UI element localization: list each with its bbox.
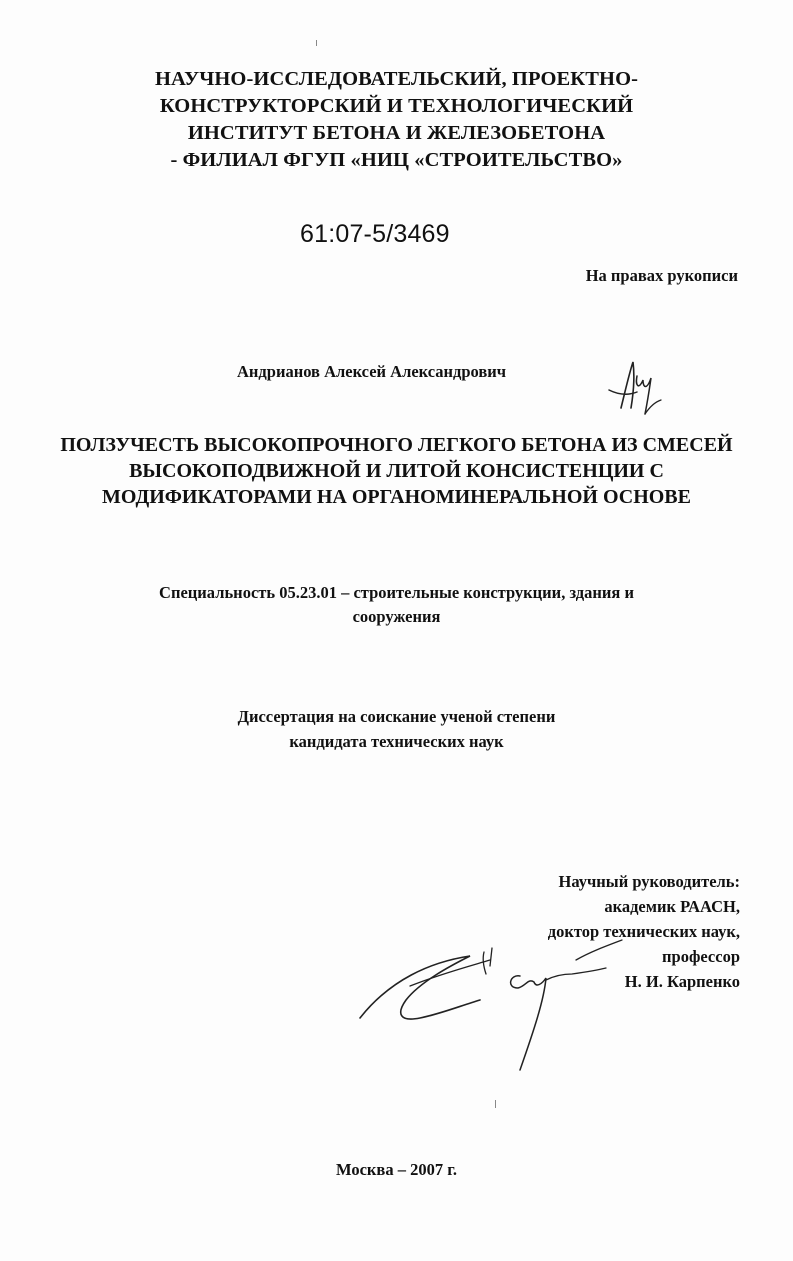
institute-line: НАУЧНО-ИССЛЕДОВАТЕЛЬСКИЙ, ПРОЕКТНО- (154, 68, 639, 90)
title-line: МОДИФИКАТОРАМИ НА ОРГАНОМИНЕРАЛЬНОЙ ОСНОВЕ (102, 486, 691, 508)
city-year: Москва – 2007 г. (336, 1160, 457, 1179)
degree-line: кандидата технических наук (289, 732, 504, 751)
author-name: Андрианов Алексей Александрович (237, 362, 507, 381)
registry-number: 61:07-5/3469 (300, 220, 450, 248)
supervisor-line: профессор (662, 947, 740, 966)
degree-statement (0, 704, 793, 754)
institute-line: - ФИЛИАЛ ФГУП «НИЦ «СТРОИТЕЛЬСТВО» (170, 149, 623, 171)
author-signature (603, 356, 673, 418)
degree-line: Диссертация на соискание ученой степени (237, 707, 556, 726)
supervisor-signature (350, 930, 630, 1075)
supervisor-line: Научный руководитель: (558, 872, 740, 891)
specialty-line: сооружения (352, 607, 441, 626)
scan-speck (495, 1100, 496, 1108)
rights-note: На правах рукописи (585, 266, 738, 285)
title-line: ПОЛЗУЧЕСТЬ ВЫСОКОПРОЧНОГО ЛЕГКОГО БЕТОНА ИЗ СМЕСЕЙ (60, 434, 733, 456)
dissertation-title (0, 432, 793, 510)
supervisor-line: академик РААСН, (604, 897, 740, 916)
scan-speck (316, 40, 317, 46)
title-line: ВЫСОКОПОДВИЖНОЙ И ЛИТОЙ КОНСИСТЕНЦИИ С (129, 460, 664, 482)
specialty (0, 581, 793, 629)
institute-line: КОНСТРУКТОРСКИЙ И ТЕХНОЛОГИЧЕСКИЙ (159, 95, 634, 117)
institute-header (0, 66, 793, 174)
specialty-line: Специальность 05.23.01 – строительные конструкции, здания и (159, 583, 634, 602)
supervisor-name: Н. И. Карпенко (624, 972, 740, 991)
institute-line: ИНСТИТУТ БЕТОНА И ЖЕЛЕЗОБЕТОНА (187, 122, 606, 144)
supervisor-line: доктор технических наук, (547, 922, 740, 941)
